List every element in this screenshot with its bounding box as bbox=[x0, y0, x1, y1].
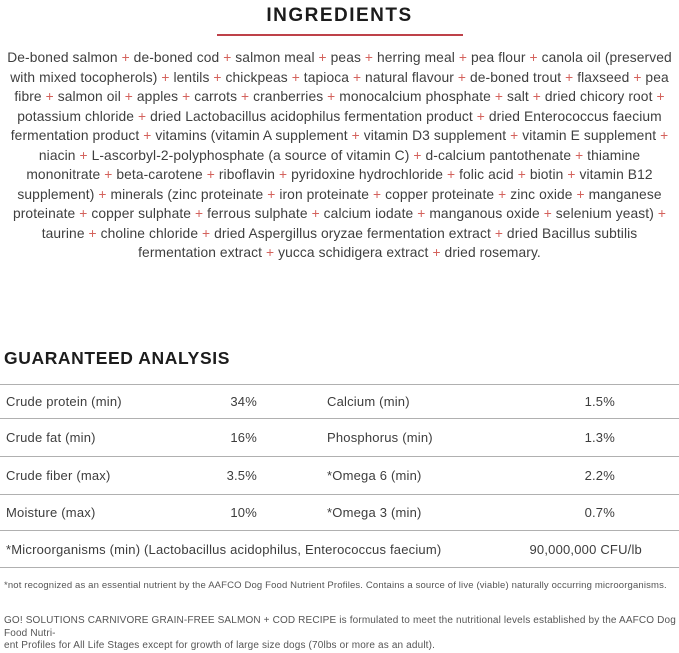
nutrient-label: *Omega 3 (min) bbox=[327, 505, 422, 520]
nutrient-value: 0.7% bbox=[584, 505, 615, 520]
nutrient-value: 90,000,000 CFU/lb bbox=[529, 541, 642, 557]
guaranteed-analysis-title: GUARANTEED ANALYSIS bbox=[4, 348, 230, 368]
nutrient-label: *Omega 6 (min) bbox=[327, 468, 422, 483]
nutrient-value: 3.5% bbox=[226, 468, 257, 483]
footnote-line: GO! SOLUTIONS CARNIVORE GRAIN-FREE SALMON + COD RECIPE is formulated to meet the nutritional levels established by the AAFCO Dog Food Nutri- bbox=[4, 615, 676, 639]
nutrient-value: 16% bbox=[230, 430, 257, 445]
nutrient-value: 2.2% bbox=[584, 468, 615, 483]
table-row bbox=[0, 457, 679, 495]
table-row bbox=[0, 385, 679, 419]
guaranteed-analysis-table bbox=[0, 384, 679, 568]
table-row bbox=[0, 495, 679, 531]
nutrient-label: Phosphorus (min) bbox=[327, 430, 433, 445]
red-divider-rule bbox=[217, 34, 463, 36]
ingredients-title: INGREDIENTS bbox=[266, 5, 413, 26]
nutrient-value: 10% bbox=[230, 505, 257, 520]
microorganisms-row bbox=[0, 531, 679, 568]
table-row bbox=[0, 419, 679, 457]
nutrient-value: 34% bbox=[230, 394, 257, 409]
nutrient-label: Crude protein (min) bbox=[6, 394, 122, 409]
footnote-nutrient-disclaimer: *not recognized as an essential nutrient by the AAFCO Dog Food Nutrient Profiles. Contains a source of live (viable) naturally occurring microorganisms. bbox=[4, 580, 667, 591]
nutrient-label: Crude fiber (max) bbox=[6, 468, 111, 483]
nutrient-label: Moisture (max) bbox=[6, 505, 96, 520]
nutrient-value: 1.3% bbox=[584, 430, 615, 445]
footnote-aafco-statement bbox=[0, 615, 679, 653]
ingredients-paragraph: De-boned salmon + de-boned cod + salmon meal + peas + herring meal + pea flour + canola oil (preserved with mixed tocopherols) + lentils + chickpeas + tapioca + natural flavour + de-boned trout + flaxseed + pea fibre + salmon oil + apples + carrots + cranberries + monocalcium phosphate + salt + dried chicory root + potassium chloride + dried Lactobacillus acidophilus fermentation product + dried Enterococcus faecium fermentation product + vitamins (vitamin A supplement + vitamin D3 supplement + vitamin E supplement + niacin + L-ascorbyl-2-polyphosphate (a source of vitamin C) + d-calcium pantothenate + thiamine mononitrate + beta-carotene + riboflavin + pyridoxine hydrochloride + folic acid + biotin + vitamin B12 supplement) + minerals (zinc proteinate + iron proteinate + copper proteinate + zinc oxide + manganese proteinate + copper sulphate + ferrous sulphate + calcium iodate + manganous oxide + selenium yeast) + taurine + choline chloride + dried Aspergillus oryzae fermentation extract + dried Bacillus subtilis fermentation extract + yucca schidigera extract + dried rosemary. bbox=[7, 50, 672, 260]
nutrient-label: Crude fat (min) bbox=[6, 430, 96, 445]
footnote-line: ent Profiles for All Life Stages except for growth of large size dogs (70lbs or more as an adult). bbox=[4, 640, 436, 651]
ingredients-header bbox=[0, 0, 679, 36]
nutrient-label: Calcium (min) bbox=[327, 394, 410, 409]
nutrient-value: 1.5% bbox=[584, 394, 615, 409]
nutrient-label: *Microorganisms (min) (Lactobacillus acidophilus, Enterococcus faecium) bbox=[6, 541, 442, 557]
